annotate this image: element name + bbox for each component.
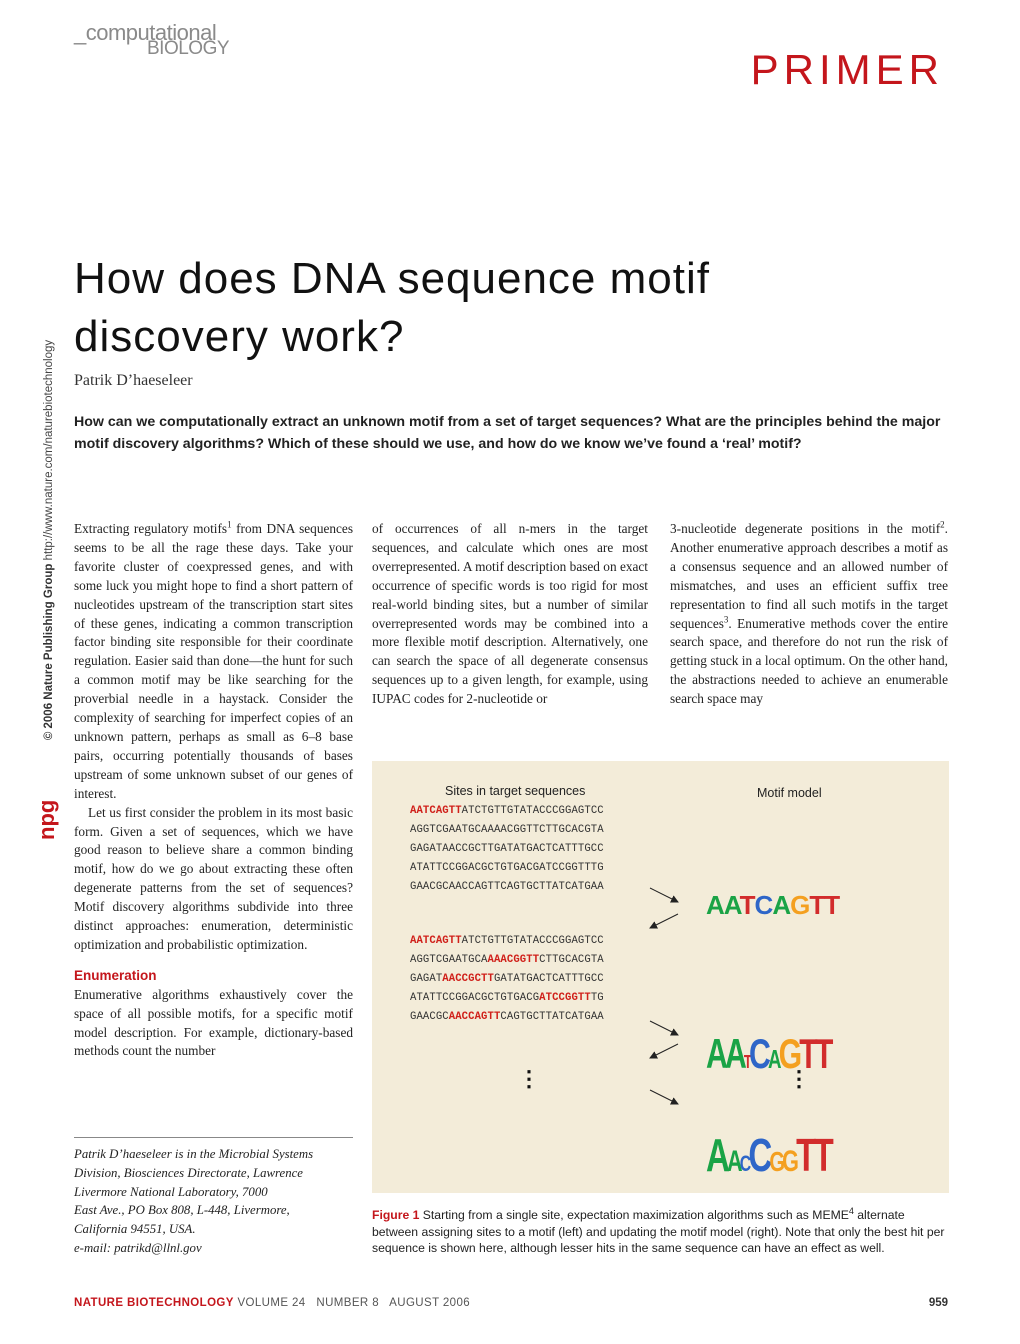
- body-column-3: [670, 520, 948, 709]
- sequence-row: AGGTCGAATGCAAAACGGTTCTTGCACGTA: [410, 954, 604, 966]
- sequence-row: ATATTCCGGACGCTGTGACGATCCGGTTTG: [410, 862, 604, 874]
- paragraph: Let us first consider the problem in its most basic form. Given a set of sequences, which we have good reason to believe share a common binding motif, how do we go about extracting these often degenerate patterns from the set of sequences? Motif discovery algorithms subdivide into three distinct approaches: enumeration, deterministic optimization and probabilistic optimization.: [74, 804, 353, 952]
- publisher-name: Nature Publishing Group: [43, 563, 55, 700]
- article-title: [74, 250, 854, 366]
- brand-computational: _computational: [74, 20, 217, 45]
- figure-caption: Figure 1 Starting from a single site, expectation maximization algorithms such as MEME$^4$ alternate between assigning sites to a motif (left) and updating the motif model (right). Note that only the best hit per sequence is shown here, although lesser hits in the same sequence can have an effect as well.: [372, 1205, 945, 1255]
- author-name: Patrik D’haeseleer: [74, 372, 193, 389]
- sequence-logo-2: AATCAGTT: [706, 1030, 831, 1077]
- journal-name: NATURE BIOTECHNOLOGY: [74, 1297, 234, 1309]
- abstract: How can we computationally extract an unknown motif from a set of target sequences? What are the principles behind the major motif discovery algorithms? Which of these should we use, and how do we know we’ve found a ‘real’ motif?: [74, 414, 941, 452]
- sequence-row: AATCAGTTATCTGTTGTATACCCGGAGTCC: [410, 935, 604, 947]
- body-column-1: [74, 520, 353, 1061]
- body-column-2: [372, 520, 648, 709]
- page-number: 959: [928, 1297, 948, 1309]
- sequence-row: AATCAGTTATCTGTTGTATACCCGGAGTCC: [410, 805, 604, 817]
- sequence-logo-3: AACCGGTT: [706, 1129, 831, 1181]
- sequence-row: AGGTCGAATGCAAAACGGTTCTTGCACGTA: [410, 824, 604, 836]
- sequence-row: ATATTCCGGACGCTGTGACGATCCGGTTTG: [410, 992, 604, 1004]
- sequence-row: GAACGCAACCAGTTCAGTGCTTATCATGAA: [410, 1011, 604, 1023]
- author-email[interactable]: e-mail: patrikd@llnl.gov: [74, 1240, 202, 1255]
- side-credit: [43, 230, 55, 850]
- arrow-to-sites: [650, 914, 678, 928]
- copyright-year: © 2006: [43, 702, 55, 741]
- reference-1[interactable]: 1: [227, 519, 232, 530]
- figure-label: Figure 1: [372, 1208, 420, 1222]
- title-line-1: How does DNA sequence motif: [74, 254, 710, 303]
- iteration-arrows: [640, 880, 690, 1120]
- sequence-row: GAGATAACCGCTTGATATGACTCATTTGCC: [410, 843, 604, 855]
- arrow-to-model: [650, 1021, 678, 1035]
- page-footer: [74, 1297, 470, 1309]
- section-heading-enumeration: Enumeration: [74, 967, 157, 983]
- arrow-to-model: [650, 1090, 678, 1104]
- footnote-divider: [74, 1137, 353, 1138]
- arrow-to-sites: [650, 1044, 678, 1058]
- section-label: PRIMER: [750, 46, 944, 93]
- reference-4[interactable]: 4: [848, 1205, 854, 1216]
- reference-3[interactable]: 3: [723, 614, 729, 625]
- ellipsis-left: ⋮: [518, 1066, 540, 1091]
- ellipsis-right: ⋮: [788, 1066, 810, 1091]
- author-affiliation: Patrik D’haeseleer is in the Microbial Systems Division, Biosciences Directorate, Lawrence Livermore National Laboratory, 7000 East Ave., PO Box 808, L-448, Livermore, California 94551, USA. e-mail: patrikd@llnl.gov: [74, 1145, 354, 1258]
- arrow-to-model: [650, 888, 678, 902]
- sequence-row: GAACGCAACCAGTTCAGTGCTTATCATGAA: [410, 881, 604, 893]
- sequence-row: GAGATAACCGCTTGATATGACTCATTTGCC: [410, 973, 604, 985]
- figure-heading-model: Motif model: [757, 786, 822, 800]
- paragraph: Enumerative algorithms exhaustively cover the space of all possible motifs, for a specific motif model description. For example, dictionary-based methods count the number: [74, 986, 353, 1059]
- npg-logo: npg: [34, 799, 59, 840]
- sequence-logo-1: AATCAGTT: [706, 890, 840, 920]
- reference-2[interactable]: 2: [940, 519, 945, 530]
- brand-biology: BIOLOGY: [147, 38, 230, 59]
- issue-info: VOLUME 24 NUMBER 8 AUGUST 2006: [237, 1297, 471, 1309]
- paragraph: Extracting regulatory motifs$^1$ from DNA sequences seems to be all the rage these days. Take your favorite cluster of coexpressed genes, and with some luck you might hope to find a short pattern of nucleotides upstream of the transcription start sites of these genes, indicating a common transcription factor binding site responsible for their coordinate regulation. Easier said than done—the hunt for such a common motif may be like searching for the proverbial needle in a haystack. Consider the complexity of searching for imperfect copies of an unknown pattern, perhaps as small as 6–8 base pairs, occurring potentially thousands of bases upstream of some unknown subset of our genes of interest.: [74, 519, 354, 801]
- journal-url[interactable]: http://www.nature.com/naturebiotechnology: [43, 339, 55, 561]
- figure-heading-sites: Sites in target sequences: [445, 784, 586, 798]
- paragraph: 3-nucleotide degenerate positions in the motif$^2$. Another enumerative approach describes a motif as a consensus sequence and an allowed number of mismatches, and uses an efficient suffix tree representation to find all such motifs in the target sequences$^3$. Enumerative methods cover the entire search space, and therefore do not run the risk of getting stuck in a local optimum. On the other hand, the abstractions needed to achieve an enumerable search space may: [670, 519, 948, 707]
- paragraph: of occurrences of all n-mers in the target sequences, and calculate which ones are most overrepresented. A motif description based on exact occurrence of specific words is too rigid for most real-world binding sites, but a number of similar overrepresented words may be combined into a more flexible motif description. Alternatively, one can search the space of all degenerate consensus sequences up to a given length, for example, using IUPAC codes for 2-nucleotide or: [372, 521, 648, 707]
- title-line-2: discovery work?: [74, 312, 405, 361]
